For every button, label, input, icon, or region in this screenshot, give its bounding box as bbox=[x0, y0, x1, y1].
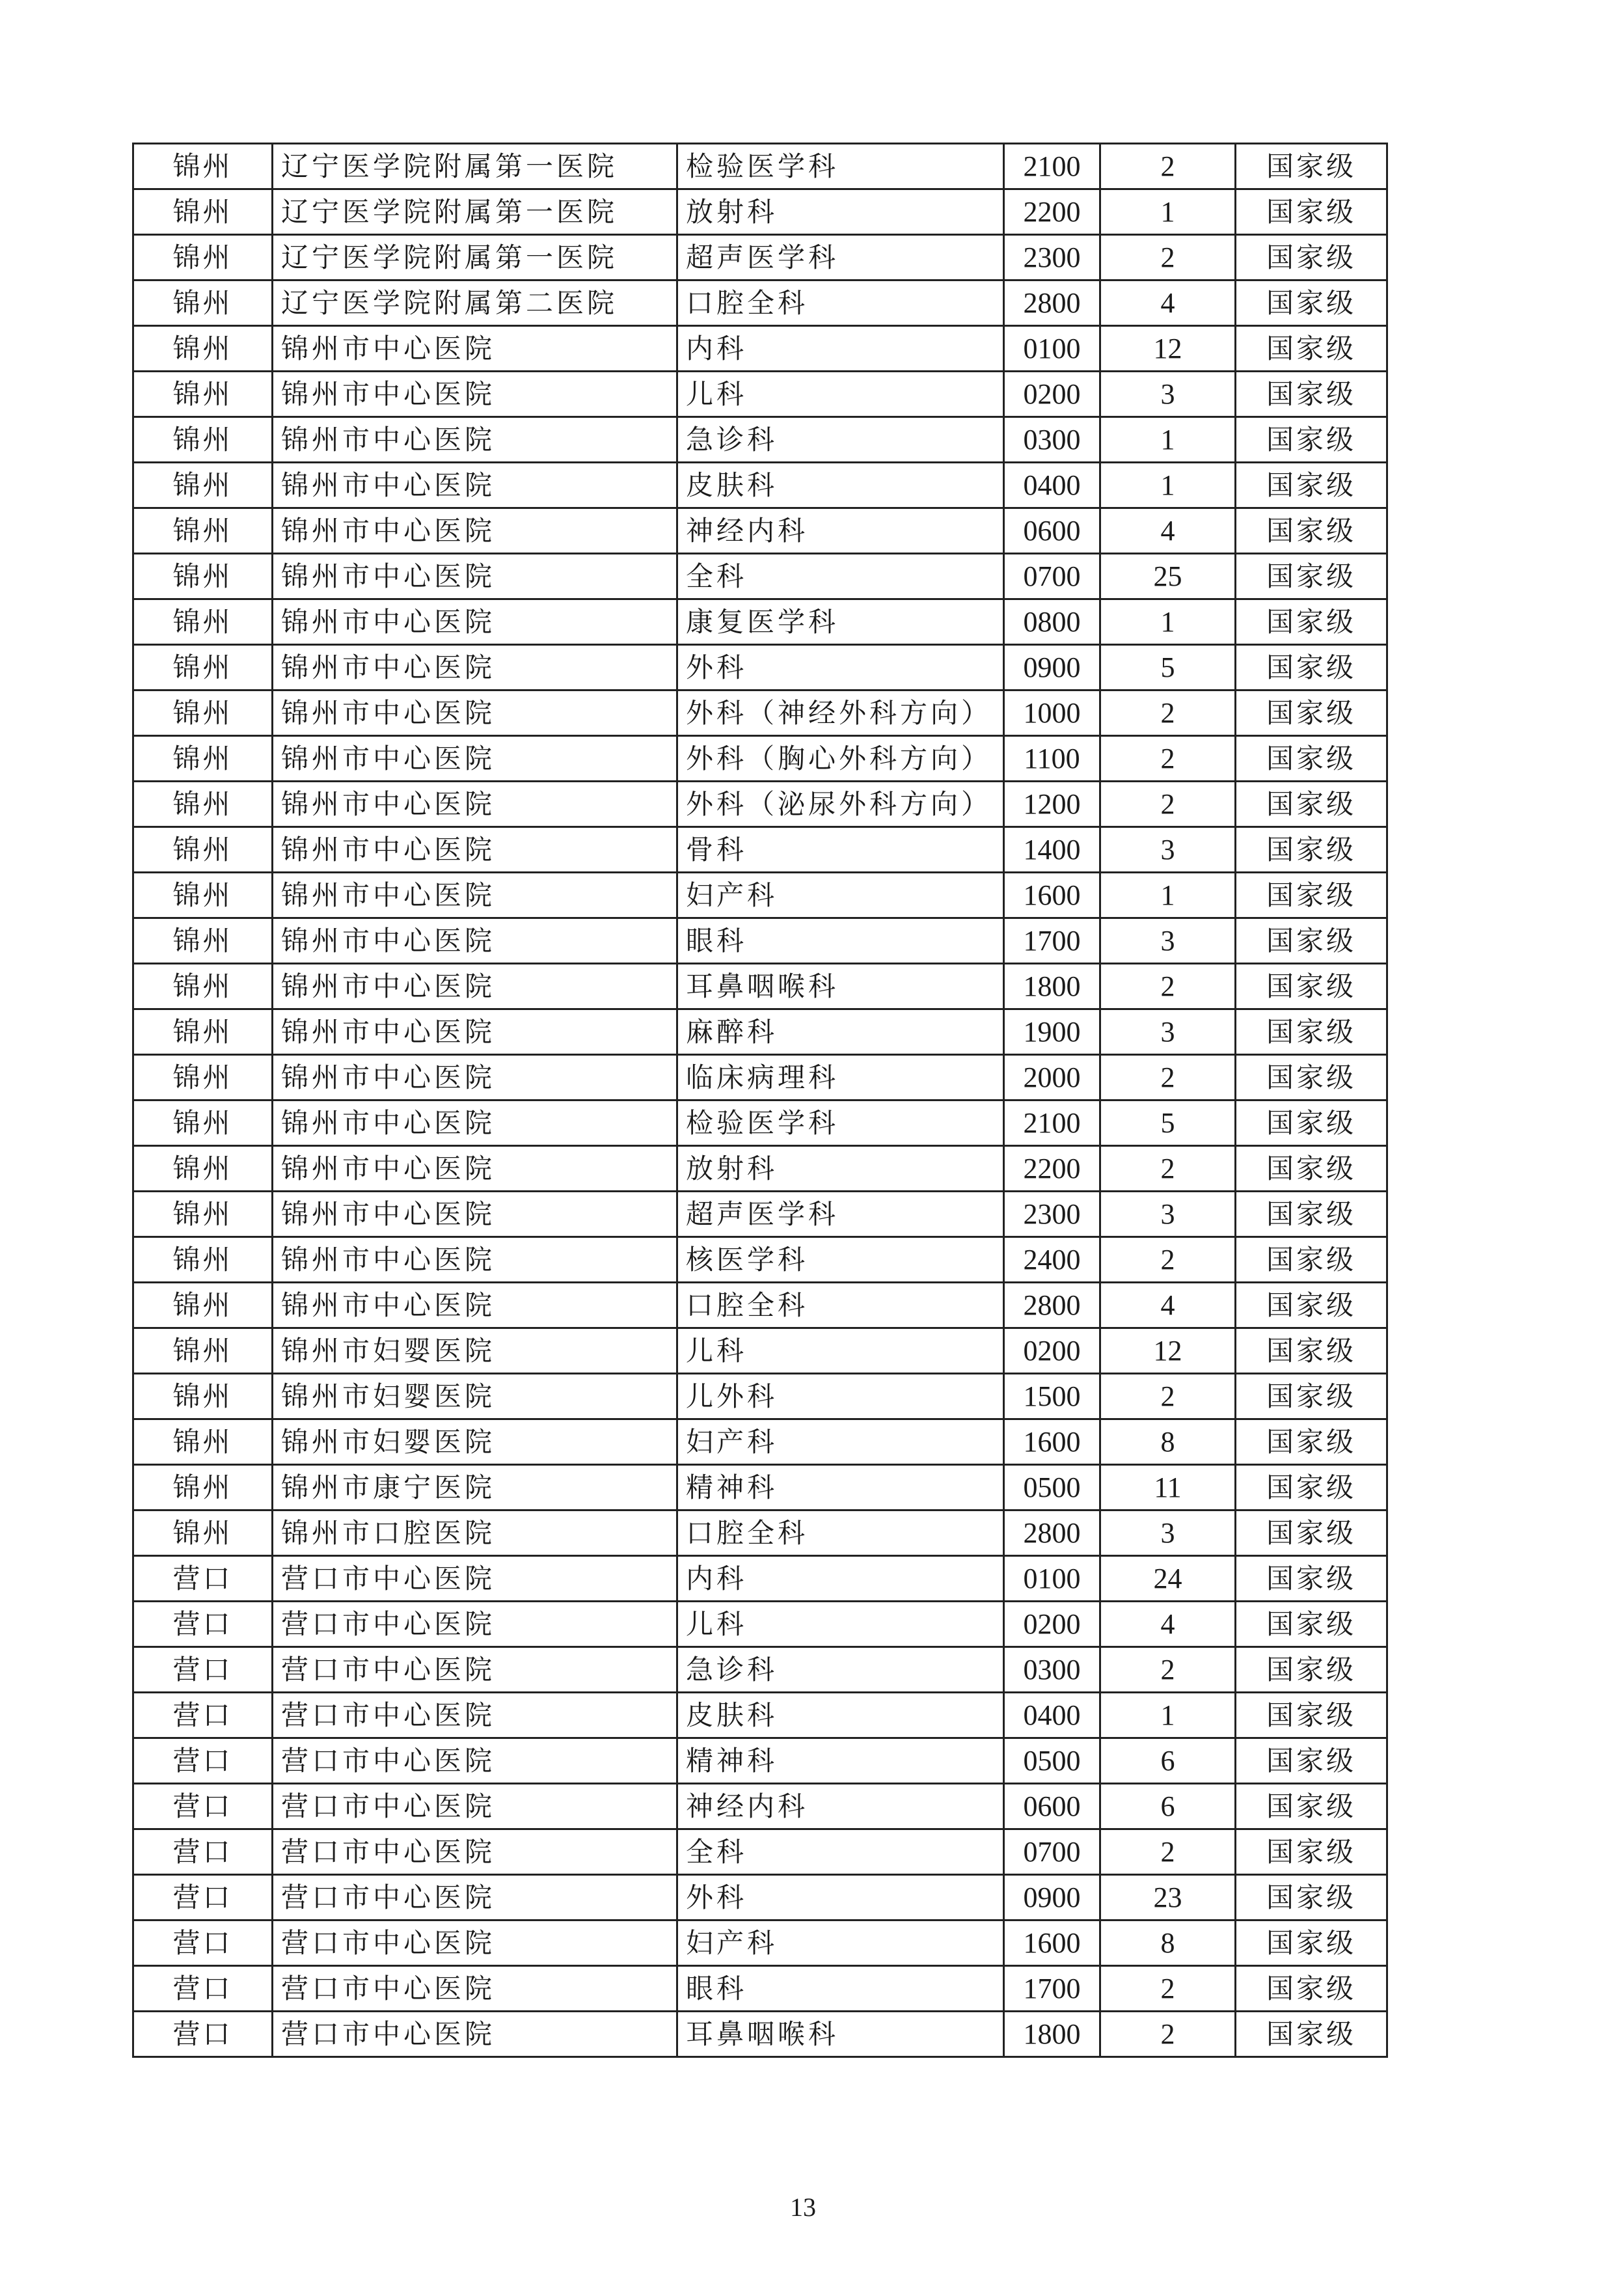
city-cell: 营口 bbox=[133, 1784, 273, 1829]
level-cell: 国家级 bbox=[1236, 964, 1387, 1009]
level-cell: 国家级 bbox=[1236, 2012, 1387, 2057]
code-cell: 0300 bbox=[1004, 1647, 1100, 1693]
code-cell: 0100 bbox=[1004, 1556, 1100, 1602]
specialty-cell: 超声医学科 bbox=[677, 235, 1004, 280]
city-cell: 锦州 bbox=[133, 280, 273, 326]
city-cell: 锦州 bbox=[133, 1419, 273, 1465]
city-cell: 营口 bbox=[133, 1875, 273, 1920]
level-cell: 国家级 bbox=[1236, 1055, 1387, 1100]
level-cell: 国家级 bbox=[1236, 1009, 1387, 1055]
city-cell: 营口 bbox=[133, 2012, 273, 2057]
specialty-cell: 精神科 bbox=[677, 1465, 1004, 1510]
level-cell: 国家级 bbox=[1236, 417, 1387, 463]
hospital-cell: 锦州市中心医院 bbox=[273, 1146, 677, 1192]
code-cell: 0100 bbox=[1004, 326, 1100, 372]
table-row bbox=[133, 508, 1387, 554]
quota-cell: 25 bbox=[1100, 554, 1236, 599]
table-row bbox=[133, 1009, 1387, 1055]
specialty-cell: 骨科 bbox=[677, 827, 1004, 873]
code-cell: 2300 bbox=[1004, 235, 1100, 280]
table-row bbox=[133, 1966, 1387, 2012]
city-cell: 锦州 bbox=[133, 1100, 273, 1146]
quota-cell: 2 bbox=[1100, 736, 1236, 782]
level-cell: 国家级 bbox=[1236, 1283, 1387, 1328]
city-cell: 锦州 bbox=[133, 1283, 273, 1328]
code-cell: 0800 bbox=[1004, 599, 1100, 645]
table-row bbox=[133, 1192, 1387, 1237]
residency-quota-table bbox=[132, 143, 1388, 2058]
hospital-cell: 锦州市中心医院 bbox=[273, 782, 677, 827]
specialty-cell: 全科 bbox=[677, 554, 1004, 599]
table-row bbox=[133, 1055, 1387, 1100]
table-row bbox=[133, 736, 1387, 782]
hospital-cell: 锦州市口腔医院 bbox=[273, 1510, 677, 1556]
quota-cell: 2 bbox=[1100, 1966, 1236, 2012]
table-row bbox=[133, 1374, 1387, 1419]
city-cell: 营口 bbox=[133, 1693, 273, 1738]
level-cell: 国家级 bbox=[1236, 1100, 1387, 1146]
code-cell: 0700 bbox=[1004, 1829, 1100, 1875]
hospital-cell: 锦州市中心医院 bbox=[273, 599, 677, 645]
city-cell: 营口 bbox=[133, 1602, 273, 1647]
city-cell: 锦州 bbox=[133, 463, 273, 508]
quota-cell: 2 bbox=[1100, 1146, 1236, 1192]
quota-cell: 2 bbox=[1100, 782, 1236, 827]
quota-cell: 4 bbox=[1100, 1602, 1236, 1647]
city-cell: 锦州 bbox=[133, 144, 273, 189]
specialty-cell: 麻醉科 bbox=[677, 1009, 1004, 1055]
hospital-cell: 锦州市中心医院 bbox=[273, 1192, 677, 1237]
level-cell: 国家级 bbox=[1236, 1647, 1387, 1693]
level-cell: 国家级 bbox=[1236, 1966, 1387, 2012]
level-cell: 国家级 bbox=[1236, 554, 1387, 599]
level-cell: 国家级 bbox=[1236, 782, 1387, 827]
specialty-cell: 检验医学科 bbox=[677, 1100, 1004, 1146]
city-cell: 营口 bbox=[133, 1556, 273, 1602]
hospital-cell: 锦州市中心医院 bbox=[273, 1100, 677, 1146]
specialty-cell: 妇产科 bbox=[677, 873, 1004, 918]
level-cell: 国家级 bbox=[1236, 235, 1387, 280]
table-row bbox=[133, 1465, 1387, 1510]
quota-cell: 5 bbox=[1100, 1100, 1236, 1146]
quota-cell: 1 bbox=[1100, 189, 1236, 235]
hospital-cell: 营口市中心医院 bbox=[273, 1784, 677, 1829]
specialty-cell: 康复医学科 bbox=[677, 599, 1004, 645]
quota-cell: 12 bbox=[1100, 1328, 1236, 1374]
city-cell: 锦州 bbox=[133, 645, 273, 690]
hospital-cell: 辽宁医学院附属第一医院 bbox=[273, 235, 677, 280]
city-cell: 锦州 bbox=[133, 1192, 273, 1237]
city-cell: 营口 bbox=[133, 1829, 273, 1875]
specialty-cell: 儿科 bbox=[677, 372, 1004, 417]
quota-cell: 3 bbox=[1100, 918, 1236, 964]
table-row bbox=[133, 1784, 1387, 1829]
quota-cell: 6 bbox=[1100, 1784, 1236, 1829]
table-row bbox=[133, 1510, 1387, 1556]
level-cell: 国家级 bbox=[1236, 1738, 1387, 1784]
code-cell: 1600 bbox=[1004, 873, 1100, 918]
quota-cell: 5 bbox=[1100, 645, 1236, 690]
city-cell: 锦州 bbox=[133, 1009, 273, 1055]
code-cell: 0200 bbox=[1004, 1328, 1100, 1374]
code-cell: 0900 bbox=[1004, 1875, 1100, 1920]
code-cell: 0500 bbox=[1004, 1738, 1100, 1784]
code-cell: 2800 bbox=[1004, 1510, 1100, 1556]
table-row bbox=[133, 372, 1387, 417]
quota-cell: 2 bbox=[1100, 144, 1236, 189]
quota-cell: 23 bbox=[1100, 1875, 1236, 1920]
hospital-cell: 营口市中心医院 bbox=[273, 1920, 677, 1966]
quota-cell: 4 bbox=[1100, 508, 1236, 554]
table-row bbox=[133, 1328, 1387, 1374]
code-cell: 1800 bbox=[1004, 964, 1100, 1009]
table-row bbox=[133, 645, 1387, 690]
specialty-cell: 内科 bbox=[677, 326, 1004, 372]
specialty-cell: 外科（胸心外科方向） bbox=[677, 736, 1004, 782]
code-cell: 2100 bbox=[1004, 1100, 1100, 1146]
specialty-cell: 超声医学科 bbox=[677, 1192, 1004, 1237]
specialty-cell: 眼科 bbox=[677, 918, 1004, 964]
level-cell: 国家级 bbox=[1236, 1510, 1387, 1556]
table-row bbox=[133, 235, 1387, 280]
city-cell: 锦州 bbox=[133, 1237, 273, 1283]
specialty-cell: 临床病理科 bbox=[677, 1055, 1004, 1100]
hospital-cell: 锦州市中心医院 bbox=[273, 1283, 677, 1328]
hospital-cell: 锦州市中心医院 bbox=[273, 1237, 677, 1283]
hospital-cell: 辽宁医学院附属第一医院 bbox=[273, 144, 677, 189]
code-cell: 1000 bbox=[1004, 690, 1100, 736]
hospital-cell: 锦州市妇婴医院 bbox=[273, 1328, 677, 1374]
code-cell: 0900 bbox=[1004, 645, 1100, 690]
table-row bbox=[133, 1100, 1387, 1146]
specialty-cell: 外科（泌尿外科方向） bbox=[677, 782, 1004, 827]
specialty-cell: 精神科 bbox=[677, 1738, 1004, 1784]
quota-cell: 1 bbox=[1100, 873, 1236, 918]
level-cell: 国家级 bbox=[1236, 736, 1387, 782]
specialty-cell: 妇产科 bbox=[677, 1920, 1004, 1966]
code-cell: 1600 bbox=[1004, 1419, 1100, 1465]
hospital-cell: 营口市中心医院 bbox=[273, 1875, 677, 1920]
quota-cell: 1 bbox=[1100, 599, 1236, 645]
code-cell: 2400 bbox=[1004, 1237, 1100, 1283]
city-cell: 营口 bbox=[133, 1920, 273, 1966]
hospital-cell: 锦州市中心医院 bbox=[273, 508, 677, 554]
code-cell: 2300 bbox=[1004, 1192, 1100, 1237]
level-cell: 国家级 bbox=[1236, 1784, 1387, 1829]
city-cell: 锦州 bbox=[133, 326, 273, 372]
hospital-cell: 锦州市中心医院 bbox=[273, 873, 677, 918]
city-cell: 营口 bbox=[133, 1738, 273, 1784]
city-cell: 营口 bbox=[133, 1966, 273, 2012]
quota-cell: 2 bbox=[1100, 1237, 1236, 1283]
quota-cell: 2 bbox=[1100, 1647, 1236, 1693]
specialty-cell: 耳鼻咽喉科 bbox=[677, 964, 1004, 1009]
specialty-cell: 核医学科 bbox=[677, 1237, 1004, 1283]
level-cell: 国家级 bbox=[1236, 189, 1387, 235]
code-cell: 1100 bbox=[1004, 736, 1100, 782]
specialty-cell: 皮肤科 bbox=[677, 1693, 1004, 1738]
table-row bbox=[133, 1920, 1387, 1966]
specialty-cell: 耳鼻咽喉科 bbox=[677, 2012, 1004, 2057]
hospital-cell: 营口市中心医院 bbox=[273, 2012, 677, 2057]
table-row bbox=[133, 189, 1387, 235]
hospital-cell: 锦州市中心医院 bbox=[273, 326, 677, 372]
table-row bbox=[133, 1693, 1387, 1738]
hospital-cell: 锦州市中心医院 bbox=[273, 372, 677, 417]
city-cell: 锦州 bbox=[133, 736, 273, 782]
specialty-cell: 检验医学科 bbox=[677, 144, 1004, 189]
city-cell: 锦州 bbox=[133, 690, 273, 736]
city-cell: 锦州 bbox=[133, 873, 273, 918]
hospital-cell: 锦州市中心医院 bbox=[273, 417, 677, 463]
hospital-cell: 锦州市中心医院 bbox=[273, 964, 677, 1009]
specialty-cell: 外科 bbox=[677, 1875, 1004, 1920]
table-row bbox=[133, 554, 1387, 599]
code-cell: 2100 bbox=[1004, 144, 1100, 189]
specialty-cell: 全科 bbox=[677, 1829, 1004, 1875]
level-cell: 国家级 bbox=[1236, 599, 1387, 645]
quota-cell: 2 bbox=[1100, 1829, 1236, 1875]
city-cell: 锦州 bbox=[133, 782, 273, 827]
level-cell: 国家级 bbox=[1236, 827, 1387, 873]
page-number: 13 bbox=[790, 2193, 816, 2222]
quota-cell: 1 bbox=[1100, 417, 1236, 463]
table-row bbox=[133, 1738, 1387, 1784]
level-cell: 国家级 bbox=[1236, 1374, 1387, 1419]
quota-cell: 3 bbox=[1100, 1009, 1236, 1055]
city-cell: 锦州 bbox=[133, 189, 273, 235]
code-cell: 0600 bbox=[1004, 1784, 1100, 1829]
level-cell: 国家级 bbox=[1236, 463, 1387, 508]
code-cell: 1700 bbox=[1004, 918, 1100, 964]
code-cell: 1500 bbox=[1004, 1374, 1100, 1419]
level-cell: 国家级 bbox=[1236, 1556, 1387, 1602]
level-cell: 国家级 bbox=[1236, 1693, 1387, 1738]
hospital-cell: 锦州市中心医院 bbox=[273, 918, 677, 964]
hospital-cell: 营口市中心医院 bbox=[273, 1693, 677, 1738]
quota-cell: 12 bbox=[1100, 326, 1236, 372]
city-cell: 锦州 bbox=[133, 1465, 273, 1510]
hospital-cell: 锦州市妇婴医院 bbox=[273, 1374, 677, 1419]
level-cell: 国家级 bbox=[1236, 280, 1387, 326]
city-cell: 锦州 bbox=[133, 1328, 273, 1374]
table-body bbox=[133, 144, 1387, 2057]
hospital-cell: 营口市中心医院 bbox=[273, 1556, 677, 1602]
quota-cell: 2 bbox=[1100, 235, 1236, 280]
table-row bbox=[133, 326, 1387, 372]
specialty-cell: 儿科 bbox=[677, 1602, 1004, 1647]
code-cell: 2000 bbox=[1004, 1055, 1100, 1100]
code-cell: 0300 bbox=[1004, 417, 1100, 463]
table-row bbox=[133, 1875, 1387, 1920]
city-cell: 锦州 bbox=[133, 1374, 273, 1419]
code-cell: 1400 bbox=[1004, 827, 1100, 873]
level-cell: 国家级 bbox=[1236, 1829, 1387, 1875]
hospital-cell: 锦州市中心医院 bbox=[273, 827, 677, 873]
quota-cell: 3 bbox=[1100, 827, 1236, 873]
table-row bbox=[133, 1602, 1387, 1647]
hospital-cell: 锦州市中心医院 bbox=[273, 645, 677, 690]
city-cell: 锦州 bbox=[133, 964, 273, 1009]
code-cell: 1200 bbox=[1004, 782, 1100, 827]
code-cell: 0400 bbox=[1004, 1693, 1100, 1738]
code-cell: 1800 bbox=[1004, 2012, 1100, 2057]
city-cell: 锦州 bbox=[133, 372, 273, 417]
hospital-cell: 营口市中心医院 bbox=[273, 1647, 677, 1693]
quota-cell: 2 bbox=[1100, 964, 1236, 1009]
specialty-cell: 放射科 bbox=[677, 1146, 1004, 1192]
specialty-cell: 外科 bbox=[677, 645, 1004, 690]
specialty-cell: 眼科 bbox=[677, 1966, 1004, 2012]
city-cell: 锦州 bbox=[133, 417, 273, 463]
hospital-cell: 营口市中心医院 bbox=[273, 1738, 677, 1784]
table-row bbox=[133, 873, 1387, 918]
city-cell: 锦州 bbox=[133, 918, 273, 964]
level-cell: 国家级 bbox=[1236, 1419, 1387, 1465]
level-cell: 国家级 bbox=[1236, 873, 1387, 918]
table-row bbox=[133, 1829, 1387, 1875]
hospital-cell: 锦州市中心医院 bbox=[273, 1009, 677, 1055]
table-row bbox=[133, 1237, 1387, 1283]
quota-cell: 3 bbox=[1100, 372, 1236, 417]
quota-cell: 3 bbox=[1100, 1192, 1236, 1237]
specialty-cell: 妇产科 bbox=[677, 1419, 1004, 1465]
table-row bbox=[133, 918, 1387, 964]
specialty-cell: 口腔全科 bbox=[677, 1510, 1004, 1556]
code-cell: 0200 bbox=[1004, 1602, 1100, 1647]
quota-cell: 4 bbox=[1100, 1283, 1236, 1328]
city-cell: 锦州 bbox=[133, 1510, 273, 1556]
city-cell: 锦州 bbox=[133, 1146, 273, 1192]
table-row bbox=[133, 782, 1387, 827]
level-cell: 国家级 bbox=[1236, 1192, 1387, 1237]
city-cell: 锦州 bbox=[133, 235, 273, 280]
code-cell: 2800 bbox=[1004, 280, 1100, 326]
level-cell: 国家级 bbox=[1236, 326, 1387, 372]
level-cell: 国家级 bbox=[1236, 372, 1387, 417]
hospital-cell: 辽宁医学院附属第二医院 bbox=[273, 280, 677, 326]
code-cell: 0200 bbox=[1004, 372, 1100, 417]
city-cell: 锦州 bbox=[133, 554, 273, 599]
code-cell: 0500 bbox=[1004, 1465, 1100, 1510]
city-cell: 锦州 bbox=[133, 599, 273, 645]
table-row bbox=[133, 1556, 1387, 1602]
hospital-cell: 锦州市中心医院 bbox=[273, 1055, 677, 1100]
quota-cell: 2 bbox=[1100, 1374, 1236, 1419]
quota-cell: 24 bbox=[1100, 1556, 1236, 1602]
table-row bbox=[133, 1647, 1387, 1693]
table-row bbox=[133, 280, 1387, 326]
table-row bbox=[133, 964, 1387, 1009]
hospital-cell: 锦州市中心医院 bbox=[273, 554, 677, 599]
level-cell: 国家级 bbox=[1236, 144, 1387, 189]
code-cell: 0700 bbox=[1004, 554, 1100, 599]
code-cell: 0400 bbox=[1004, 463, 1100, 508]
city-cell: 锦州 bbox=[133, 1055, 273, 1100]
table-row bbox=[133, 463, 1387, 508]
level-cell: 国家级 bbox=[1236, 1920, 1387, 1966]
city-cell: 锦州 bbox=[133, 827, 273, 873]
specialty-cell: 外科（神经外科方向） bbox=[677, 690, 1004, 736]
table-row bbox=[133, 827, 1387, 873]
level-cell: 国家级 bbox=[1236, 690, 1387, 736]
level-cell: 国家级 bbox=[1236, 1465, 1387, 1510]
hospital-cell: 锦州市中心医院 bbox=[273, 736, 677, 782]
hospital-cell: 营口市中心医院 bbox=[273, 1602, 677, 1647]
level-cell: 国家级 bbox=[1236, 1602, 1387, 1647]
code-cell: 2200 bbox=[1004, 1146, 1100, 1192]
level-cell: 国家级 bbox=[1236, 1237, 1387, 1283]
code-cell: 2800 bbox=[1004, 1283, 1100, 1328]
city-cell: 营口 bbox=[133, 1647, 273, 1693]
specialty-cell: 急诊科 bbox=[677, 417, 1004, 463]
specialty-cell: 神经内科 bbox=[677, 1784, 1004, 1829]
table-row bbox=[133, 417, 1387, 463]
quota-cell: 6 bbox=[1100, 1738, 1236, 1784]
code-cell: 1600 bbox=[1004, 1920, 1100, 1966]
level-cell: 国家级 bbox=[1236, 508, 1387, 554]
hospital-cell: 锦州市中心医院 bbox=[273, 690, 677, 736]
level-cell: 国家级 bbox=[1236, 1875, 1387, 1920]
hospital-cell: 锦州市妇婴医院 bbox=[273, 1419, 677, 1465]
hospital-cell: 锦州市康宁医院 bbox=[273, 1465, 677, 1510]
code-cell: 1700 bbox=[1004, 1966, 1100, 2012]
specialty-cell: 儿外科 bbox=[677, 1374, 1004, 1419]
specialty-cell: 放射科 bbox=[677, 189, 1004, 235]
code-cell: 1900 bbox=[1004, 1009, 1100, 1055]
city-cell: 锦州 bbox=[133, 508, 273, 554]
table-row bbox=[133, 2012, 1387, 2057]
level-cell: 国家级 bbox=[1236, 645, 1387, 690]
quota-cell: 2 bbox=[1100, 690, 1236, 736]
quota-cell: 3 bbox=[1100, 1510, 1236, 1556]
code-cell: 2200 bbox=[1004, 189, 1100, 235]
specialty-cell: 口腔全科 bbox=[677, 280, 1004, 326]
table-row bbox=[133, 1146, 1387, 1192]
hospital-cell: 营口市中心医院 bbox=[273, 1966, 677, 2012]
table-row bbox=[133, 599, 1387, 645]
table-row bbox=[133, 144, 1387, 189]
specialty-cell: 急诊科 bbox=[677, 1647, 1004, 1693]
table-row bbox=[133, 1283, 1387, 1328]
level-cell: 国家级 bbox=[1236, 918, 1387, 964]
quota-cell: 8 bbox=[1100, 1419, 1236, 1465]
quota-cell: 8 bbox=[1100, 1920, 1236, 1966]
specialty-cell: 儿科 bbox=[677, 1328, 1004, 1374]
quota-cell: 2 bbox=[1100, 1055, 1236, 1100]
specialty-cell: 皮肤科 bbox=[677, 463, 1004, 508]
quota-cell: 4 bbox=[1100, 280, 1236, 326]
level-cell: 国家级 bbox=[1236, 1146, 1387, 1192]
code-cell: 0600 bbox=[1004, 508, 1100, 554]
specialty-cell: 口腔全科 bbox=[677, 1283, 1004, 1328]
table-row bbox=[133, 1419, 1387, 1465]
level-cell: 国家级 bbox=[1236, 1328, 1387, 1374]
specialty-cell: 神经内科 bbox=[677, 508, 1004, 554]
quota-cell: 2 bbox=[1100, 2012, 1236, 2057]
quota-cell: 1 bbox=[1100, 1693, 1236, 1738]
hospital-cell: 锦州市中心医院 bbox=[273, 463, 677, 508]
table-row bbox=[133, 690, 1387, 736]
hospital-cell: 辽宁医学院附属第一医院 bbox=[273, 189, 677, 235]
hospital-cell: 营口市中心医院 bbox=[273, 1829, 677, 1875]
quota-cell: 1 bbox=[1100, 463, 1236, 508]
specialty-cell: 内科 bbox=[677, 1556, 1004, 1602]
quota-cell: 11 bbox=[1100, 1465, 1236, 1510]
